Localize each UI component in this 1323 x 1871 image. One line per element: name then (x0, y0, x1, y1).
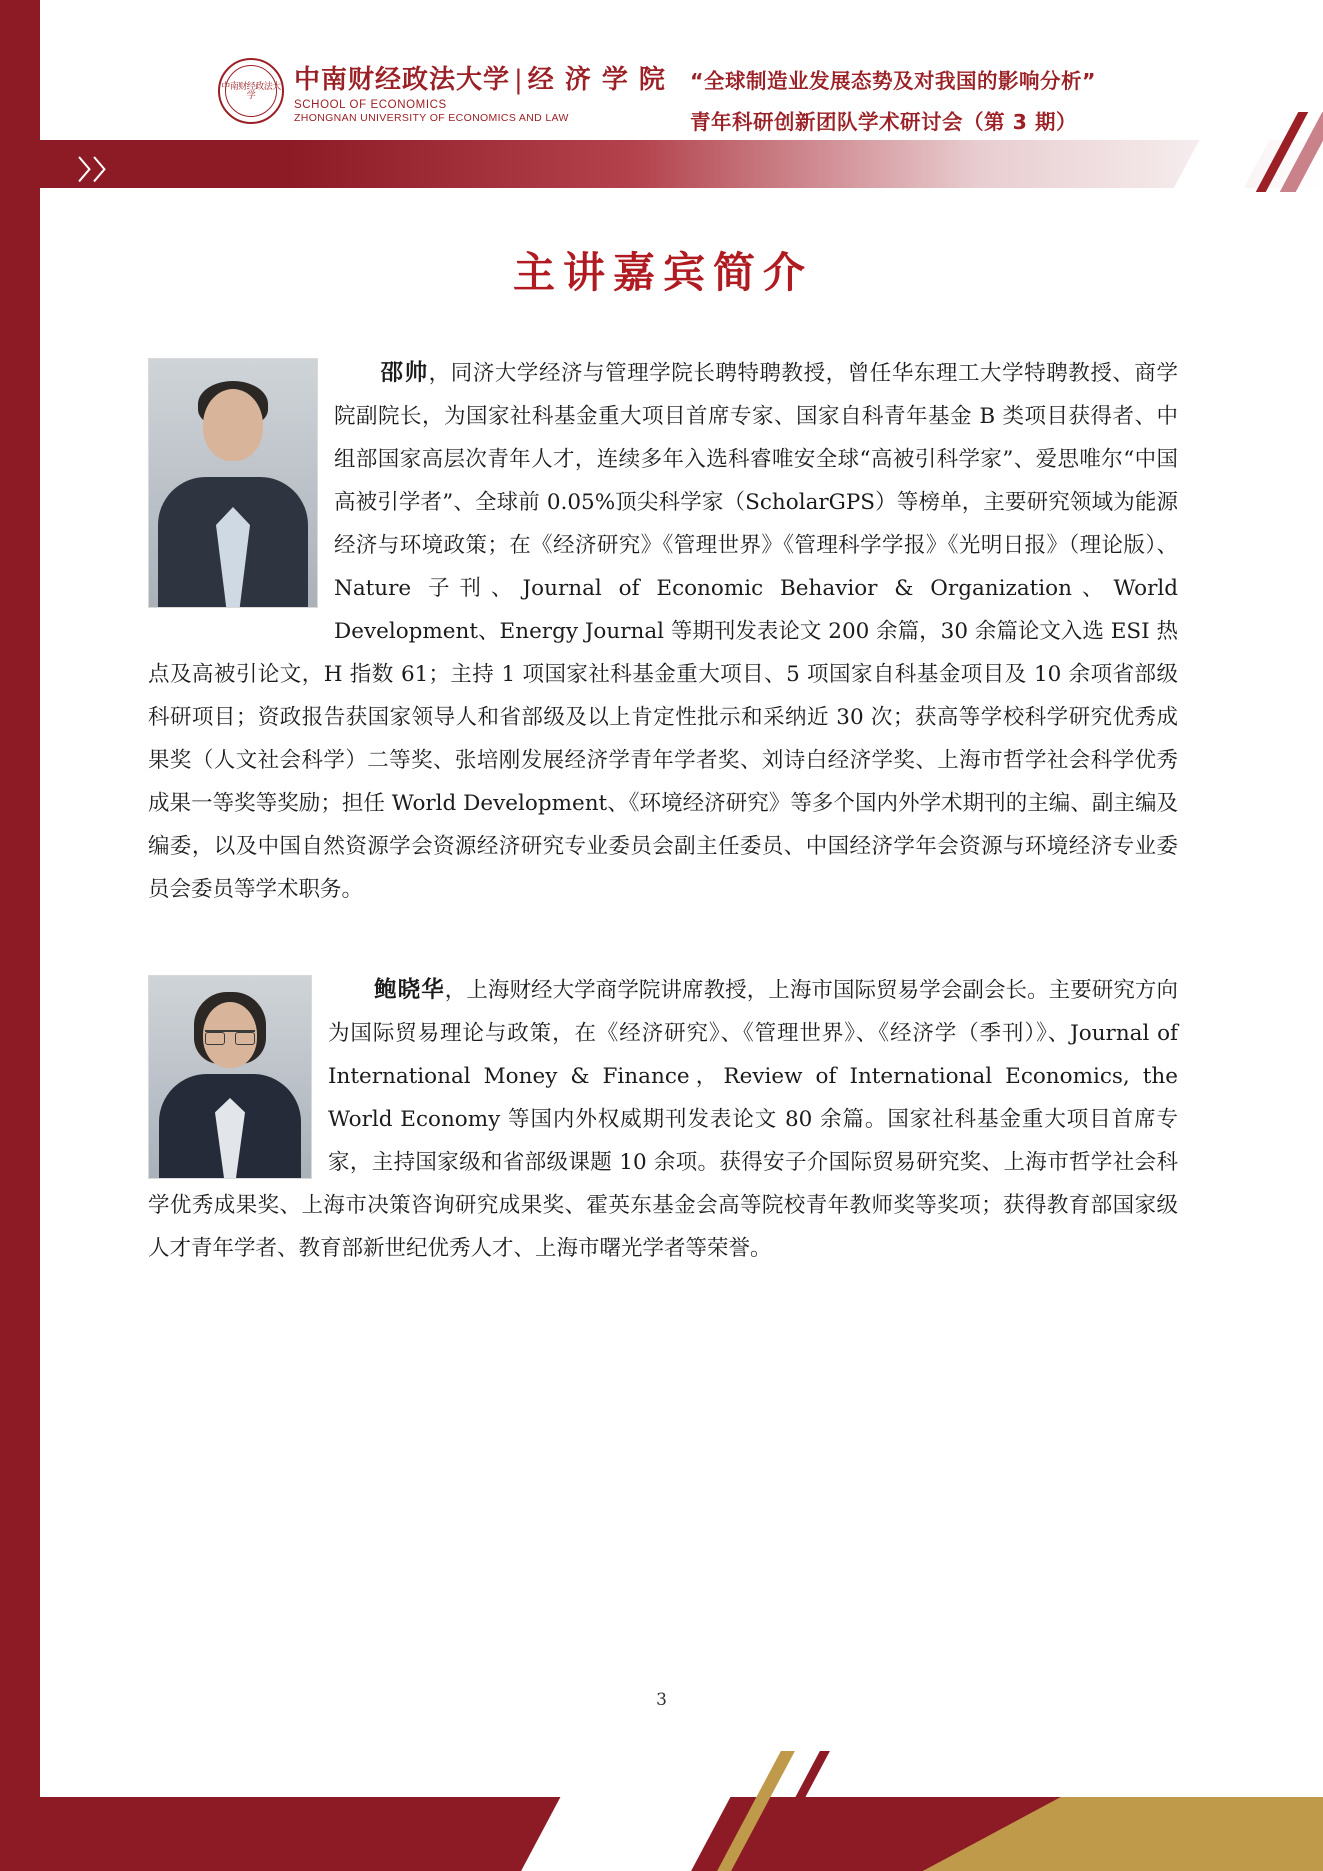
portrait-head (203, 389, 263, 461)
name-divider: | (514, 64, 524, 95)
speaker-entry-1 (148, 352, 1178, 911)
page-header (0, 0, 1323, 200)
speaker-portrait-1 (148, 358, 318, 608)
university-name-cn-left: 中南财经政法大学 (294, 64, 511, 95)
university-name-block (294, 59, 666, 124)
speaker-name-1: 邵帅 (380, 360, 429, 386)
speaker-name-2: 鲍晓华 (374, 977, 445, 1003)
university-name-cn (294, 59, 666, 96)
event-title (690, 64, 1096, 135)
seal-label: 中南财经政法大学 (221, 80, 281, 100)
university-name-en: ZHONGNAN UNIVERSITY OF ECONOMICS AND LAW (294, 111, 569, 124)
chevron-right-icon: 〉〉 (78, 155, 122, 185)
page-title: 主讲嘉宾简介 (512, 248, 813, 297)
speaker-entry-2 (148, 969, 1178, 1270)
speaker-bio-1: ，同济大学经济与管理学院长聘特聘教授，曾任华东理工大学特聘教授、商学院副院长，为国家社科基金重大项目首席专家、国家自科青年基金 B 类项目获得者、中组部国家高层次青年人才，连续多年入选科睿唯安全球“高被引科学家”、爱思唯尔“中国高被引学者”、全球前 0.05%顶尖科学家（ScholarGPS）等榜单，主要研究领域为能源经济与环境政策；在《经济研究》《管理世界》《管理科学学报》《光明日报》（理论版）、Nature 子刊、Journal of Economic Behavior & Organization、World Development、Energy Journal 等期刊发表论文 200 余篇，30 余篇论文入选 ESI 热点及高被引论文，H 指数 61；主持 1 项国家社科基金重大项目、5 项国家自科基金项目及 10 余项省部级科研项目；资政报告获国家领导人和省部级及以上肯定性批示和采纳近 30 次；获高等学校科学研究优秀成果奖（人文社会科学）二等奖、张培刚发展经济学青年学者奖、刘诗白经济学奖、上海市哲学社会科学优秀成果一等奖等奖励；担任 World Development、《环境经济研究》等多个国内外学术期刊的主编、副主编及编委，以及中国自然资源学会资源经济研究专业委员会副主任委员、中国经济学年会资源与环境经济专业委员会委员等学术职务。 (148, 361, 1178, 902)
event-title-line1: “全球制造业发展态势及对我国的影响分析” (690, 69, 1096, 93)
speaker-portrait-2 (148, 975, 312, 1179)
page-footer (0, 1751, 1323, 1871)
university-name-cn-right: 经 济 学 院 (527, 64, 666, 95)
university-logo (218, 58, 666, 124)
speaker-bio-2: ，上海财经大学商学院讲席教授，上海市国际贸易学会副会长。主要研究方向为国际贸易理论与政策，在《经济研究》、《管理世界》、《经济学（季刊）》、Journal of International Money & Finance，Review of International Economics, the World Economy 等国内外权威期刊发表论文 80 余篇。国家社科基金重大项目首席专家，主持国家级和省部级课题 10 余项。获得安子介国际贸易研究奖、上海市哲学社会科学优秀成果奖、上海市决策咨询研究成果奖、霍英东基金会高等院校青年教师奖等奖项；获得教育部国家级人才青年学者、教育部新世纪优秀人才、上海市曙光学者等荣誉。 (148, 978, 1178, 1261)
left-accent-band (0, 0, 40, 1871)
event-title-line2: 青年科研创新团队学术研讨会（第 3 期） (690, 110, 1078, 134)
page-number: 3 (656, 1690, 667, 1710)
header-color-bar (0, 140, 1323, 188)
page-content (148, 240, 1178, 1270)
school-name-en: SCHOOL OF ECONOMICS (294, 98, 447, 111)
glasses-icon (205, 1030, 255, 1044)
university-seal-icon (218, 58, 284, 124)
